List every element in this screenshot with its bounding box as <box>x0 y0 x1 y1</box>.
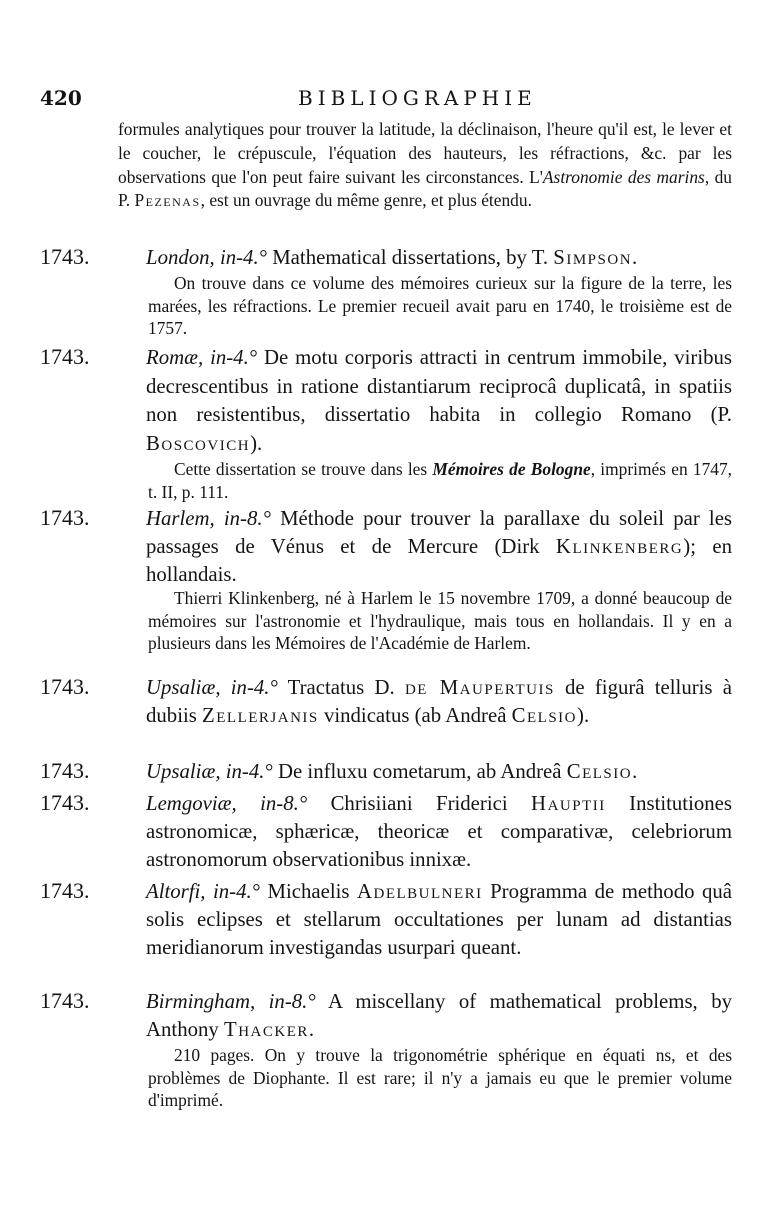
entry-year: 1743. <box>40 758 90 783</box>
entry-note-italic: Mémoires de Bologne <box>432 459 591 479</box>
entry-author: Klinkenberg <box>555 535 684 558</box>
entry-year: 1743. <box>40 790 90 815</box>
entry-title: De motu corporis attracti in centrum immobile, viribus decrescentibus in ratione distantiarum reciprocâ duplicatâ, in spatiis non resistentibus, dissertatio habita in collegio Romano (P. <box>146 346 732 426</box>
entry-title: Michaelis <box>267 880 357 903</box>
entry-place: Upsaliæ, in-4.° <box>146 760 273 783</box>
entry-title-end: Institutiones astronomicæ, sphæricæ, theoricæ et comparativæ, celebriorum astronomorum observationibus innixæ. <box>146 792 732 871</box>
entry-body <box>146 505 732 589</box>
entry-author: Adelbulneri <box>356 880 483 903</box>
entry-title-end: ). <box>577 704 590 727</box>
entry-title: Chrisiiani Friderici <box>330 792 532 815</box>
entry-author: Hauptii <box>531 792 606 815</box>
page-header <box>40 86 740 112</box>
entry-year: 1743. <box>40 878 90 903</box>
entry-body <box>146 878 732 962</box>
entry-title-end: . <box>632 760 638 783</box>
entry-title: De influxu cometarum, ab Andreâ <box>277 760 567 783</box>
entry-note: 210 pages. On y trouve la trigonométrie sphérique en équati ns, et des problèmes de Diophante. Il est rare; il n'y a jamais eu que le premier volume d'imprimé. <box>148 1045 732 1110</box>
continuation-text-3: , est un ouvrage du même genre, et plus étendu. <box>200 190 532 211</box>
entry-place: Harlem, in-8.° <box>146 507 271 530</box>
continuation-text: formules analytiques pour trouver la latitude, la déclinaison, l'heure qu'il est, le lever et le coucher, le crépuscule, l'équation des hauteurs, les réfractions, &c. par les observations que l'on peut faire suivant les circonstances. L' <box>118 119 732 187</box>
entry-body <box>146 988 732 1044</box>
entry-title-end: . <box>632 246 638 269</box>
entry-body <box>146 674 732 730</box>
entry-year: 1743. <box>40 674 90 699</box>
entry-title-end: Programma de methodo quâ solis eclipses et stellarum occultationes per lunam ad distantias meridianorum investigandas usurpari queant. <box>146 880 732 959</box>
entry-note-end: , imprimés en 1747, t. II, p. 111. <box>148 459 733 502</box>
entry-place: London, in-4.° <box>146 246 267 269</box>
entry-body <box>146 344 732 458</box>
entry-place: Lemgoviæ, in-8.° <box>146 792 308 815</box>
entry-note-text: Cette dissertation se trouve dans les <box>174 459 433 479</box>
entry-year: 1743. <box>40 988 90 1013</box>
entry-author: Simpson <box>553 246 633 269</box>
entry-body <box>146 790 732 874</box>
continuation-text-2: , du P. <box>118 166 732 211</box>
entry-body <box>146 244 732 272</box>
entry-title: Tractatus D. <box>287 676 405 699</box>
entry-year: 1743. <box>40 505 90 530</box>
entry-author: de Maupertuis <box>404 676 555 699</box>
entry-author: Boscovich <box>146 431 251 455</box>
entry-year: 1743. <box>40 344 90 369</box>
continuation-author: Pezenas <box>134 190 201 211</box>
entry-title-end: ). <box>250 431 263 455</box>
entry-body <box>146 758 732 786</box>
entry-title: A miscellany of mathematical problems, by Anthony <box>146 990 733 1041</box>
entry-author-2: Zellerjanis <box>202 704 319 727</box>
entry-place: Romæ, in-4.° <box>146 346 258 369</box>
entry-title-mid: de figurâ telluris à dubiis <box>146 676 732 727</box>
entry-title-end: . <box>308 1018 315 1041</box>
entry-note <box>148 458 732 503</box>
running-head: BIBLIOGRAPHIE <box>298 86 537 110</box>
entry-note: Thierri Klinkenberg, né à Harlem le 15 novembre 1709, a donné beaucoup de mémoires sur l'astronomie et l'hydraulique, mais tous en hollandais. Il y en a plusieurs dans les Mémoires de l'Académie de Harlem. <box>148 588 732 653</box>
entry-title-mid-2: vindicatus (ab Andreâ <box>318 704 512 727</box>
entry-title-end: ); en hollandais. <box>146 535 732 586</box>
continuation-paragraph <box>118 118 732 213</box>
entry-place: Upsaliæ, in-4.° <box>146 676 278 699</box>
continuation-italic: Astronomie des marins <box>542 166 705 187</box>
entry-place: Altorfi, in-4.° <box>146 880 260 903</box>
entry-title: Méthode pour trouver la parallaxe du soleil par les passages de Vénus et de Mercure (Dirk <box>146 507 733 558</box>
entry-author: Thacker <box>224 1018 309 1041</box>
page-number: 420 <box>40 86 82 110</box>
entry-note: On trouve dans ce volume des mémoires curieux sur la figure de la terre, les marées, les réfractions. Le premier recueil avait paru en 1740, le troisième est de 1757. <box>148 273 732 338</box>
entry-year: 1743. <box>40 244 90 269</box>
entry-author: Celsio <box>566 760 633 783</box>
entry-title: Mathematical dissertations, by T. <box>272 246 554 269</box>
entry-author-3: Celsio <box>511 704 578 727</box>
entry-place: Birmingham, in-8.° <box>146 990 316 1013</box>
